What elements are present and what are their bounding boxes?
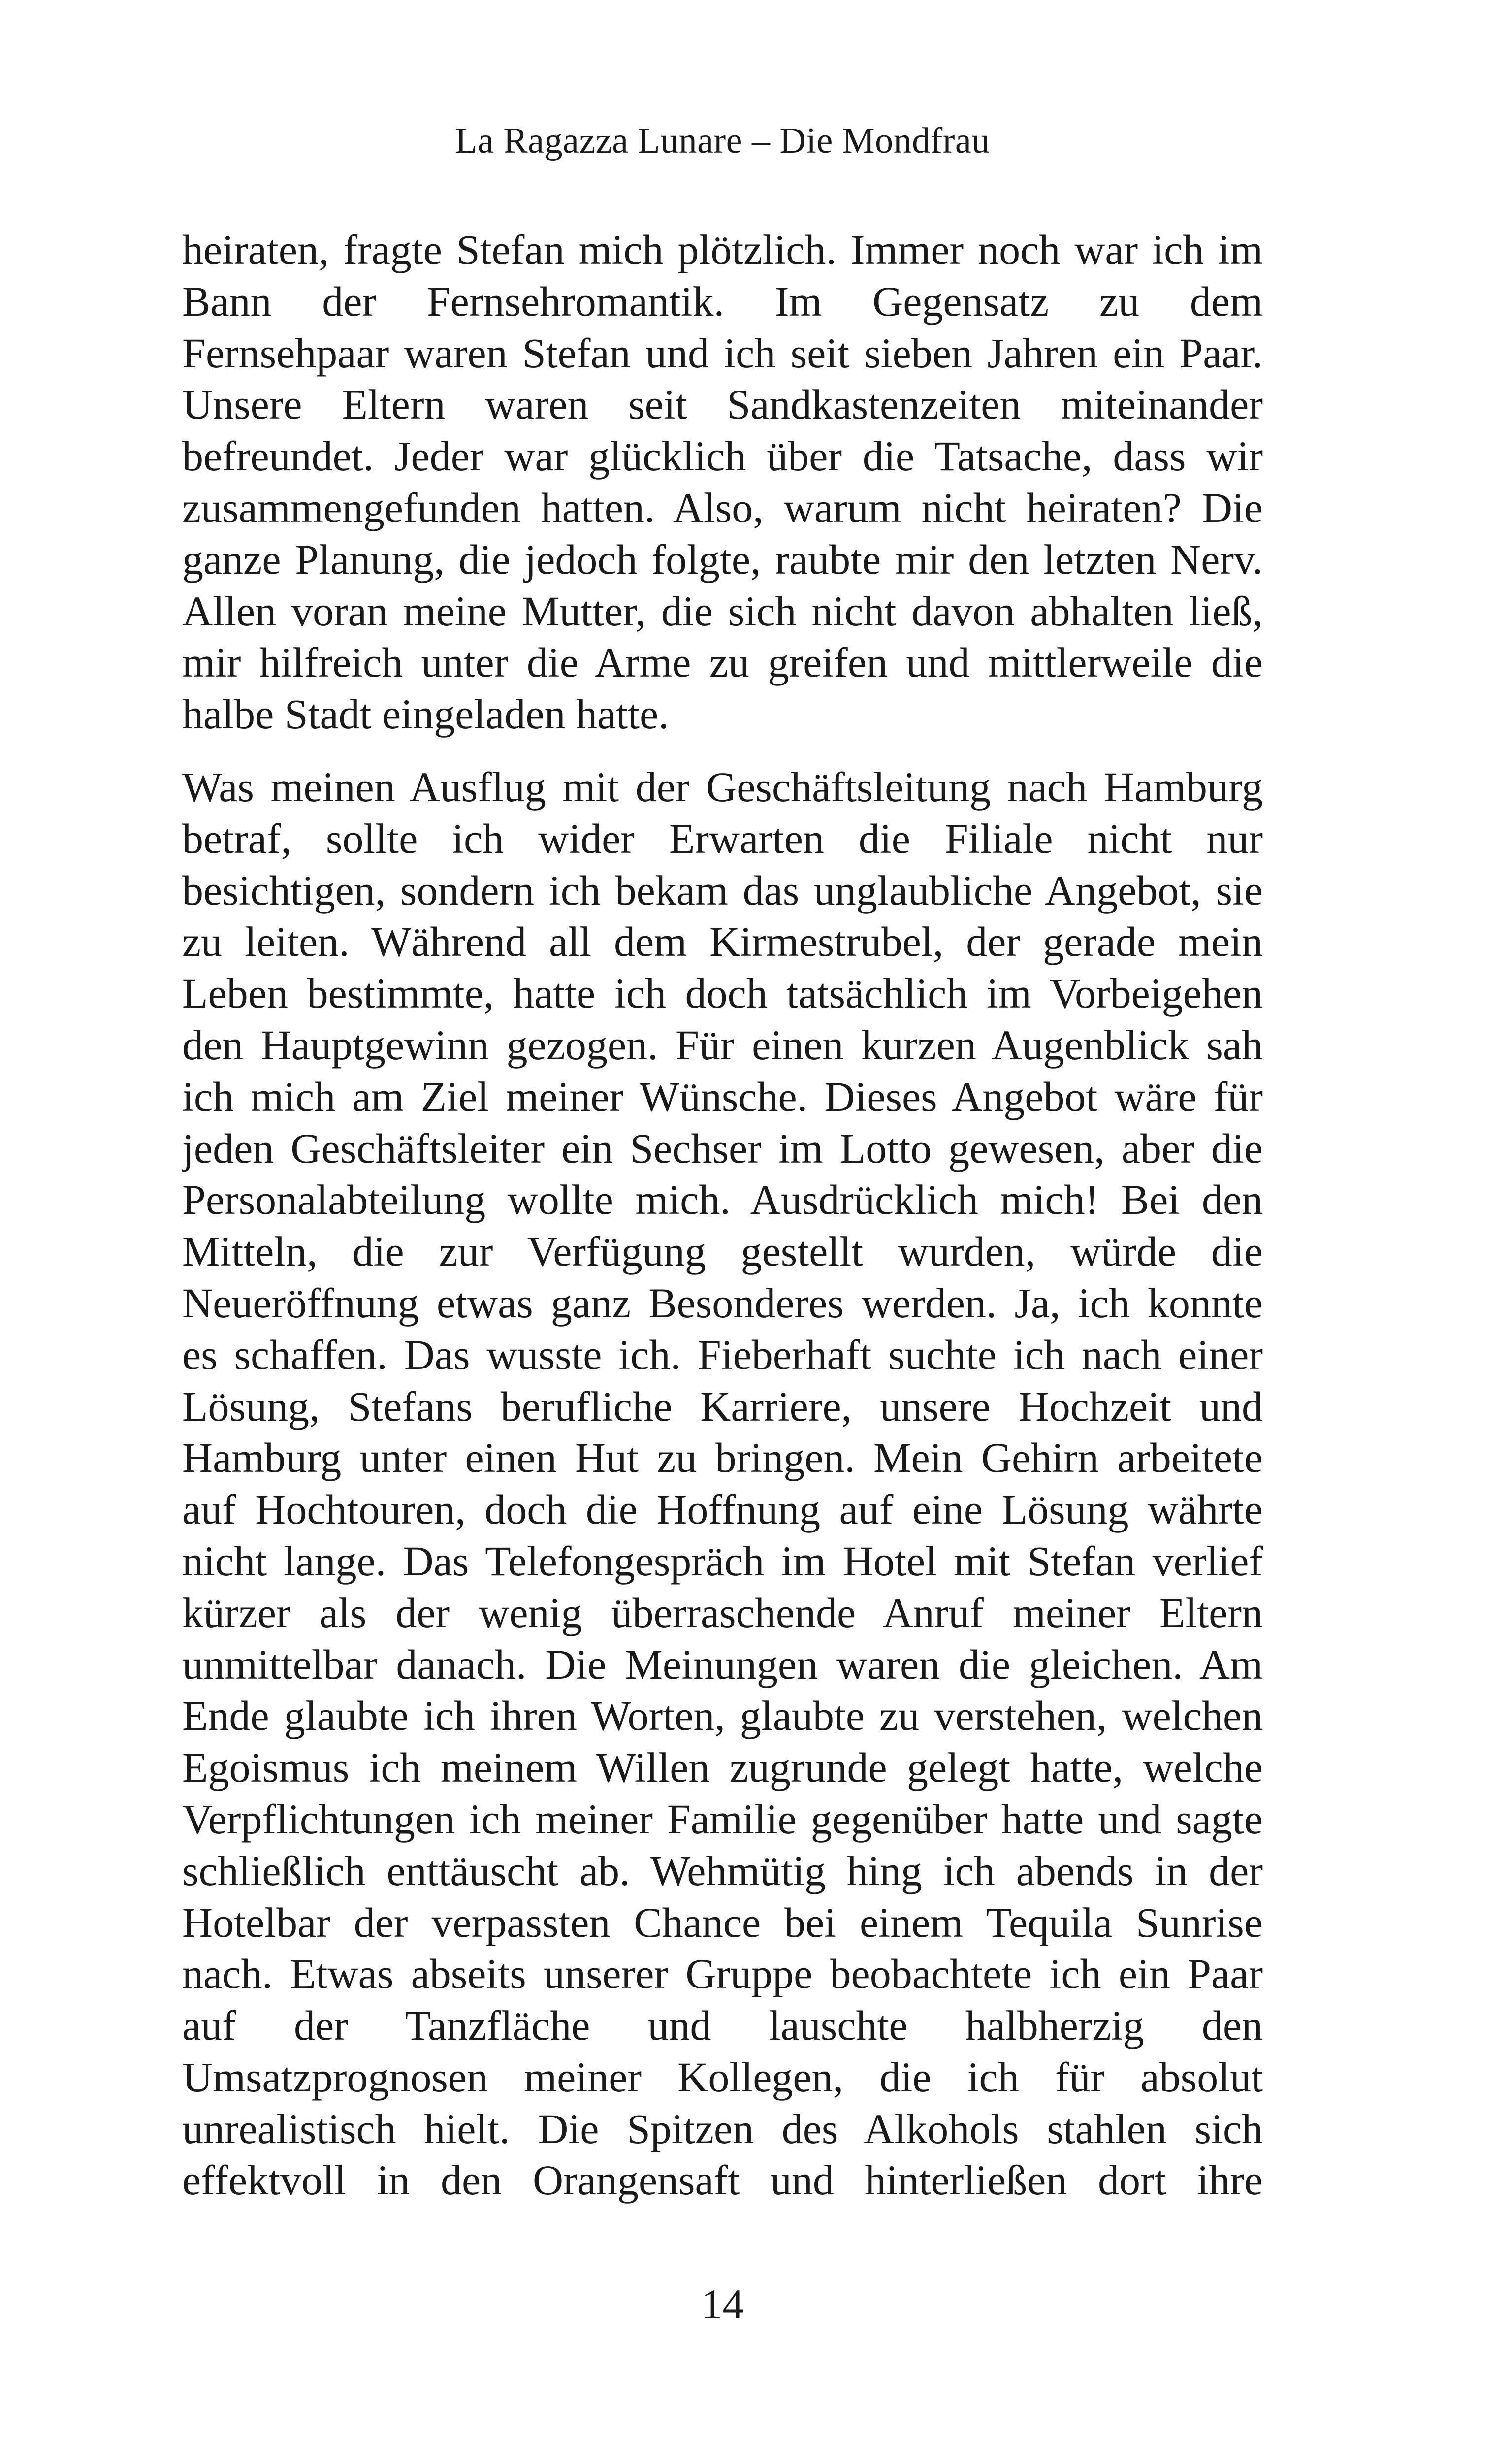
text-line: effektvoll in den Orangensaft und hinterließen dort ihre [182, 2156, 1263, 2204]
text-line: Ende glaubte ich ihren Worten, glaubte zu verstehen, welchen [182, 1692, 1263, 1740]
text-line: Lösung, Stefans berufliche Karriere, unsere Hochzeit und [182, 1382, 1263, 1430]
text-line: Was meinen Ausflug mit der Geschäftsleitung nach Hamburg [182, 763, 1263, 811]
text-line: Allen voran meine Mutter, die sich nicht davon abhalten ließ, [182, 587, 1263, 635]
text-line: Personalabteilung wollte mich. Ausdrücklich mich! Bei den [182, 1176, 1263, 1224]
text-line: den Hauptgewinn gezogen. Für einen kurzen Augenblick sah [182, 1021, 1263, 1069]
text-line: Mitteln, die zur Verfügung gestellt wurden, würde die [182, 1228, 1263, 1275]
text-line: Unsere Eltern waren seit Sandkastenzeiten miteinander [182, 381, 1263, 428]
text-line: zu leiten. Während all dem Kirmestrubel, der gerade mein [182, 918, 1263, 966]
text-line: Hamburg unter einen Hut zu bringen. Mein Gehirn arbeitete [182, 1434, 1263, 1482]
text-line: auf der Tanzfläche und lauschte halbherzig den [182, 2002, 1263, 2050]
text-line: ganze Planung, die jedoch folgte, raubte mir den letzten Nerv. [182, 535, 1263, 583]
text-line: Neueröffnung etwas ganz Besonderes werden. Ja, ich konnte [182, 1279, 1263, 1327]
text-line: kürzer als der wenig überraschende Anruf meiner Eltern [182, 1589, 1263, 1636]
text-line: Verpflichtungen ich meiner Familie gegenüber hatte und sagte [182, 1795, 1263, 1843]
text-line: Hotelbar der verpassten Chance bei einem Tequila Sunrise [182, 1898, 1263, 1946]
body-text [182, 224, 1263, 2206]
text-line: zusammengefunden hatten. Also, warum nicht heiraten? Die [182, 484, 1263, 531]
text-line: betraf, sollte ich wider Erwarten die Filiale nicht nur [182, 814, 1263, 862]
text-line: Fernsehpaar waren Stefan und ich seit sieben Jahren ein Paar. [182, 329, 1263, 377]
text-line: ich mich am Ziel meiner Wünsche. Dieses Angebot wäre für [182, 1073, 1263, 1120]
page-number: 14 [701, 2280, 744, 2328]
text-line: nach. Etwas abseits unserer Gruppe beobachtete ich ein Paar [182, 1950, 1263, 1998]
running-header-title: La Ragazza Lunare – Die Mondfrau [455, 121, 990, 161]
text-line: Umsatzprognosen meiner Kollegen, die ich für absolut [182, 2053, 1263, 2101]
paragraph-1 [182, 224, 1263, 740]
text-line: jeden Geschäftsleiter ein Sechser im Lotto gewesen, aber die [182, 1124, 1263, 1172]
text-line: Leben bestimmte, hatte ich doch tatsächlich im Vorbeigehen [182, 970, 1263, 1017]
text-line: halbe Stadt eingeladen hatte. [182, 690, 669, 738]
paragraph-2 [182, 761, 1263, 2206]
text-line: mir hilfreich unter die Arme zu greifen und mittlerweile die [182, 639, 1263, 686]
text-line: es schaffen. Das wusste ich. Fieberhaft suchte ich nach einer [182, 1331, 1263, 1378]
text-line: besichtigen, sondern ich bekam das unglaubliche Angebot, sie [182, 866, 1263, 914]
text-line: befreundet. Jeder war glücklich über die Tatsache, dass wir [182, 432, 1263, 480]
text-line: heiraten, fragte Stefan mich plötzlich. Immer noch war ich im [182, 226, 1263, 273]
text-line: Egoismus ich meinem Willen zugrunde gelegt hatte, welche [182, 1744, 1263, 1792]
text-line: unrealistisch hielt. Die Spitzen des Alkohols stahlen sich [182, 2105, 1263, 2152]
text-line: unmittelbar danach. Die Meinungen waren die gleichen. Am [182, 1640, 1263, 1688]
text-line: Bann der Fernsehromantik. Im Gegensatz zu dem [182, 277, 1263, 325]
text-line: schließlich enttäuscht ab. Wehmütig hing ich abends in der [182, 1847, 1263, 1894]
paragraph-spacer [182, 740, 1263, 761]
text-line: nicht lange. Das Telefongespräch im Hotel mit Stefan verlief [182, 1537, 1263, 1585]
text-line: auf Hochtouren, doch die Hoffnung auf eine Lösung währte [182, 1486, 1263, 1533]
